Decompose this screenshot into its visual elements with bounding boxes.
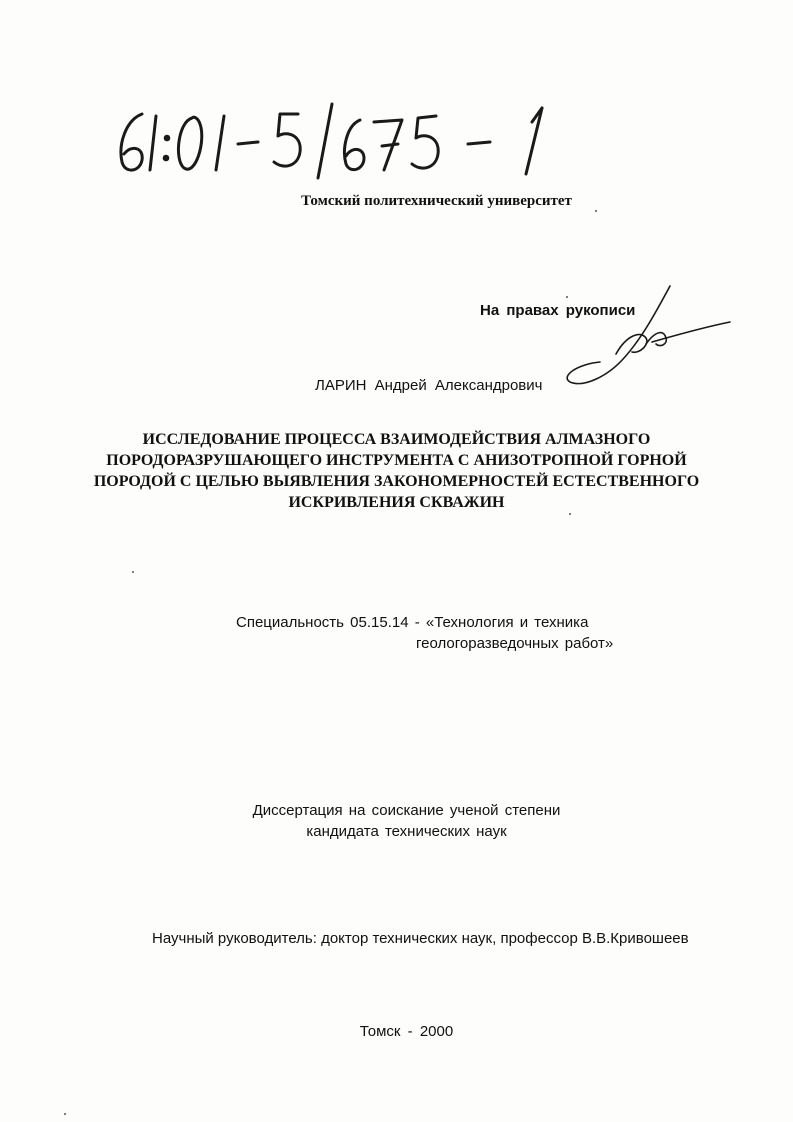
scan-speck (132, 571, 134, 573)
specialty-block (236, 612, 613, 654)
scientific-supervisor: Научный руководитель: доктор технических наук, профессор В.В.Кривошеев (152, 930, 689, 947)
scan-speck (64, 1113, 66, 1115)
scan-speck (566, 296, 568, 298)
scan-speck (569, 513, 571, 515)
title-line: ПОРОДОЙ С ЦЕЛЬЮ ВЫЯВЛЕНИЯ ЗАКОНОМЕРНОСТЕЙ ЕСТЕСТВЕННОГО (93, 473, 700, 490)
degree-line-1: Диссертация на соискание ученой степени (252, 802, 561, 819)
specialty-line-2: геологоразведочных работ» (416, 635, 614, 652)
author-signature (560, 282, 735, 394)
title-line: ИСКРИВЛЕНИЯ СКВАЖИН (288, 494, 505, 511)
manuscript-rights-label: На правах рукописи (480, 302, 636, 319)
author-name: ЛАРИН Андрей Александрович (315, 377, 543, 394)
handwritten-catalog-code (112, 100, 582, 180)
title-line: ПОРОДОРАЗРУШАЮЩЕГО ИНСТРУМЕНТА С АНИЗОТРОПНОЙ ГОРНОЙ (106, 452, 687, 469)
degree-statement (0, 800, 793, 842)
specialty-line-1: Специальность 05.15.14 - «Технология и техника (236, 614, 589, 631)
city-and-year: Томск - 2000 (359, 1023, 454, 1040)
university-name: Томский политехнический университет (301, 193, 572, 209)
dissertation-title (60, 429, 733, 513)
degree-line-2: кандидата технических наук (306, 823, 507, 840)
scan-speck (595, 210, 597, 212)
title-line: ИССЛЕДОВАНИЕ ПРОЦЕССА ВЗАИМОДЕЙСТВИЯ АЛМАЗНОГО (142, 431, 651, 448)
